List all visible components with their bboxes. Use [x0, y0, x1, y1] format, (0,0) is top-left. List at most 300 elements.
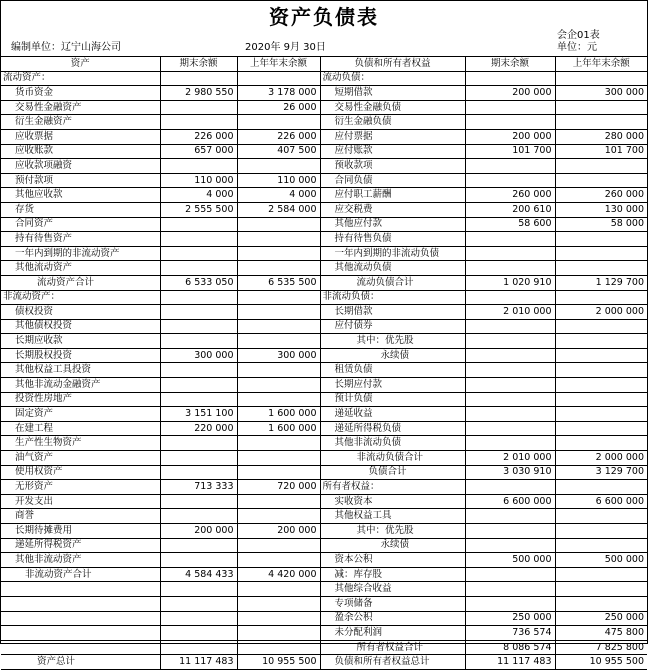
- asset-item-cell: 应收款项融资: [1, 159, 160, 174]
- asset-prior-cell: 26 000: [237, 100, 320, 115]
- asset-item-cell: 商誉: [1, 509, 160, 524]
- asset-closing-cell: [160, 334, 237, 349]
- liability-prior-cell: 300 000: [555, 86, 647, 101]
- liability-closing-cell: [465, 421, 555, 436]
- preparing-company: 编制单位：辽宁山海公司: [11, 42, 121, 53]
- table-row: [1, 451, 647, 466]
- liability-prior-cell: 6 600 000: [555, 494, 647, 509]
- asset-item-cell: [1, 582, 160, 597]
- asset-prior-cell: 2 584 000: [237, 202, 320, 217]
- liability-item-cell: 应付职工薪酬: [320, 188, 465, 203]
- asset-closing-cell: [160, 378, 237, 393]
- table-row: [1, 509, 647, 524]
- table-row: [1, 553, 647, 568]
- asset-item-cell: 合同资产: [1, 217, 160, 232]
- asset-prior-cell: [237, 436, 320, 451]
- table-row: [1, 465, 647, 480]
- liability-prior-cell: [555, 524, 647, 539]
- liability-item-cell: 租赁负债: [320, 363, 465, 378]
- asset-item-cell: 一年内到期的非流动资产: [1, 246, 160, 261]
- liability-prior-cell: 500 000: [555, 553, 647, 568]
- liability-prior-cell: 10 955 500: [555, 655, 647, 670]
- liability-closing-cell: [465, 334, 555, 349]
- liability-prior-cell: [555, 71, 647, 86]
- liability-closing-cell: 11 117 483: [465, 655, 555, 670]
- liability-closing-cell: [465, 392, 555, 407]
- liability-prior-cell: 2 000 000: [555, 451, 647, 466]
- liability-closing-cell: 6 600 000: [465, 494, 555, 509]
- table-row: [1, 86, 647, 101]
- asset-prior-cell: [237, 159, 320, 174]
- asset-item-cell: 固定资产: [1, 407, 160, 422]
- liability-item-cell: 资本公积: [320, 553, 465, 568]
- asset-prior-cell: [237, 290, 320, 305]
- asset-item-cell: 预付款项: [1, 173, 160, 188]
- asset-closing-cell: [160, 626, 237, 641]
- liability-prior-cell: [555, 232, 647, 247]
- col-header-prior-year-balance: 上年年末余额: [237, 57, 320, 72]
- asset-closing-cell: [160, 538, 237, 553]
- header-row: [1, 57, 647, 72]
- asset-closing-cell: [160, 246, 237, 261]
- asset-closing-cell: [160, 115, 237, 130]
- asset-closing-cell: 200 000: [160, 524, 237, 539]
- liability-item-cell: 其他流动负债: [320, 261, 465, 276]
- table-row: [1, 524, 647, 539]
- liability-item-cell: 永续债: [320, 538, 465, 553]
- liability-closing-cell: [465, 348, 555, 363]
- asset-prior-cell: 110 000: [237, 173, 320, 188]
- table-row: [1, 640, 647, 655]
- liability-closing-cell: 2 010 000: [465, 305, 555, 320]
- asset-prior-cell: [237, 494, 320, 509]
- asset-closing-cell: 220 000: [160, 421, 237, 436]
- liability-item-cell: 未分配利润: [320, 626, 465, 641]
- liability-prior-cell: [555, 159, 647, 174]
- liability-prior-cell: [555, 567, 647, 582]
- table-row: [1, 71, 647, 86]
- asset-item-cell: 其他非流动资产: [1, 553, 160, 568]
- asset-closing-cell: [160, 290, 237, 305]
- report-date: 2020年 9月 30日: [245, 42, 326, 53]
- liability-item-cell: 递延所得税负债: [320, 421, 465, 436]
- asset-item-cell: 其他应收款: [1, 188, 160, 203]
- asset-closing-cell: [160, 392, 237, 407]
- asset-item-cell: 无形资产: [1, 480, 160, 495]
- asset-item-cell: 流动资产：: [1, 71, 160, 86]
- asset-closing-cell: [160, 232, 237, 247]
- table-row: [1, 378, 647, 393]
- asset-closing-cell: 300 000: [160, 348, 237, 363]
- liability-closing-cell: [465, 407, 555, 422]
- asset-closing-cell: 110 000: [160, 173, 237, 188]
- liability-prior-cell: [555, 392, 647, 407]
- asset-prior-cell: 720 000: [237, 480, 320, 495]
- asset-item-cell: 衍生金融资产: [1, 115, 160, 130]
- table-row: [1, 100, 647, 115]
- liability-item-cell: 专项储备: [320, 596, 465, 611]
- liability-item-cell: 盈余公积: [320, 611, 465, 626]
- asset-closing-cell: [160, 494, 237, 509]
- table-row: [1, 319, 647, 334]
- liability-prior-cell: [555, 436, 647, 451]
- table-row: [1, 246, 647, 261]
- liability-item-cell: 合同负债: [320, 173, 465, 188]
- liability-prior-cell: [555, 509, 647, 524]
- liability-closing-cell: 260 000: [465, 188, 555, 203]
- liability-item-cell: 永续债: [320, 348, 465, 363]
- asset-prior-cell: 4 000: [237, 188, 320, 203]
- asset-prior-cell: [237, 115, 320, 130]
- table-row: [1, 436, 647, 451]
- liability-item-cell: 应付票据: [320, 129, 465, 144]
- liability-prior-cell: [555, 173, 647, 188]
- liability-closing-cell: [465, 596, 555, 611]
- table-row: [1, 305, 647, 320]
- liability-prior-cell: [555, 407, 647, 422]
- asset-closing-cell: 657 000: [160, 144, 237, 159]
- asset-closing-cell: [160, 640, 237, 655]
- col-header-closing-balance: 期末余额: [465, 57, 555, 72]
- asset-closing-cell: 2 980 550: [160, 86, 237, 101]
- asset-item-cell: 存货: [1, 202, 160, 217]
- asset-prior-cell: [237, 334, 320, 349]
- asset-prior-cell: 1 600 000: [237, 407, 320, 422]
- liability-closing-cell: 8 086 574: [465, 640, 555, 655]
- table-row: [1, 290, 647, 305]
- asset-item-cell: 使用权资产: [1, 465, 160, 480]
- asset-closing-cell: 226 000: [160, 129, 237, 144]
- asset-prior-cell: 407 500: [237, 144, 320, 159]
- liability-closing-cell: [465, 378, 555, 393]
- asset-item-cell: 长期应收款: [1, 334, 160, 349]
- asset-prior-cell: [237, 319, 320, 334]
- asset-closing-cell: 11 117 483: [160, 655, 237, 670]
- asset-prior-cell: [237, 305, 320, 320]
- asset-item-cell: 其他权益工具投资: [1, 363, 160, 378]
- asset-item-cell: 油气资产: [1, 451, 160, 466]
- table-row: [1, 173, 647, 188]
- table-row: [1, 655, 647, 670]
- asset-prior-cell: [237, 538, 320, 553]
- asset-closing-cell: [160, 611, 237, 626]
- liability-item-cell: 应付账款: [320, 144, 465, 159]
- liability-item-cell: 减：库存股: [320, 567, 465, 582]
- liability-item-cell: 短期借款: [320, 86, 465, 101]
- asset-item-cell: 其他债权投资: [1, 319, 160, 334]
- asset-prior-cell: 4 420 000: [237, 567, 320, 582]
- table-row: [1, 261, 647, 276]
- asset-item-cell: 长期股权投资: [1, 348, 160, 363]
- liability-prior-cell: [555, 100, 647, 115]
- asset-item-cell: 开发支出: [1, 494, 160, 509]
- liability-item-cell: 所有者权益：: [320, 480, 465, 495]
- liability-item-cell: 流动负债合计: [320, 275, 465, 290]
- asset-prior-cell: [237, 232, 320, 247]
- balance-sheet-table: [1, 56, 647, 670]
- asset-prior-cell: [237, 509, 320, 524]
- liability-prior-cell: 58 000: [555, 217, 647, 232]
- asset-item-cell: 应收账款: [1, 144, 160, 159]
- liability-closing-cell: 2 010 000: [465, 451, 555, 466]
- asset-item-cell: 投资性房地产: [1, 392, 160, 407]
- liability-closing-cell: [465, 582, 555, 597]
- liability-prior-cell: 3 129 700: [555, 465, 647, 480]
- asset-closing-cell: 713 333: [160, 480, 237, 495]
- asset-closing-cell: [160, 596, 237, 611]
- liability-prior-cell: [555, 334, 647, 349]
- asset-item-cell: [1, 611, 160, 626]
- liability-closing-cell: 500 000: [465, 553, 555, 568]
- liability-closing-cell: 1 020 910: [465, 275, 555, 290]
- table-row: [1, 334, 647, 349]
- liability-item-cell: 应付债券: [320, 319, 465, 334]
- asset-prior-cell: [237, 71, 320, 86]
- liability-prior-cell: [555, 596, 647, 611]
- table-row: [1, 407, 647, 422]
- liability-closing-cell: [465, 100, 555, 115]
- liability-prior-cell: 280 000: [555, 129, 647, 144]
- asset-item-cell: 其他非流动金融资产: [1, 378, 160, 393]
- asset-item-cell: 在建工程: [1, 421, 160, 436]
- liability-closing-cell: 3 030 910: [465, 465, 555, 480]
- col-header-closing-balance: 期末余额: [160, 57, 237, 72]
- table-row: [1, 232, 647, 247]
- table-row: [1, 348, 647, 363]
- liability-closing-cell: [465, 567, 555, 582]
- liability-closing-cell: [465, 319, 555, 334]
- liability-closing-cell: [465, 290, 555, 305]
- liability-closing-cell: 250 000: [465, 611, 555, 626]
- liability-closing-cell: [465, 538, 555, 553]
- asset-prior-cell: [237, 217, 320, 232]
- asset-item-cell: 应收票据: [1, 129, 160, 144]
- asset-prior-cell: [237, 465, 320, 480]
- liability-closing-cell: [465, 232, 555, 247]
- liability-item-cell: 非流动负债：: [320, 290, 465, 305]
- asset-closing-cell: 4 000: [160, 188, 237, 203]
- liability-item-cell: 持有待售负债: [320, 232, 465, 247]
- table-row: [1, 596, 647, 611]
- liability-closing-cell: 200 000: [465, 129, 555, 144]
- liability-prior-cell: 475 800: [555, 626, 647, 641]
- asset-item-cell: 货币资金: [1, 86, 160, 101]
- form-number: 会企01表: [557, 30, 600, 41]
- table-row: [1, 363, 647, 378]
- liability-prior-cell: [555, 378, 647, 393]
- liability-closing-cell: 58 600: [465, 217, 555, 232]
- liability-item-cell: 负债和所有者权益总计: [320, 655, 465, 670]
- liability-prior-cell: 250 000: [555, 611, 647, 626]
- liability-item-cell: 一年内到期的非流动负债: [320, 246, 465, 261]
- liability-closing-cell: 200 610: [465, 202, 555, 217]
- table-row: [1, 480, 647, 495]
- asset-prior-cell: [237, 626, 320, 641]
- liability-item-cell: 其他应付款: [320, 217, 465, 232]
- liability-item-cell: 其他综合收益: [320, 582, 465, 597]
- asset-prior-cell: 1 600 000: [237, 421, 320, 436]
- liability-item-cell: 衍生金融负债: [320, 115, 465, 130]
- liability-item-cell: 其他权益工具: [320, 509, 465, 524]
- table-row: [1, 115, 647, 130]
- liability-closing-cell: [465, 71, 555, 86]
- asset-closing-cell: [160, 159, 237, 174]
- asset-prior-cell: [237, 553, 320, 568]
- table-row: [1, 611, 647, 626]
- liability-prior-cell: [555, 363, 647, 378]
- asset-item-cell: 流动资产合计: [1, 275, 160, 290]
- liability-closing-cell: [465, 115, 555, 130]
- liability-closing-cell: 736 574: [465, 626, 555, 641]
- liability-prior-cell: [555, 480, 647, 495]
- table-row: [1, 275, 647, 290]
- table-row: [1, 626, 647, 641]
- asset-closing-cell: [160, 436, 237, 451]
- liability-item-cell: 交易性金融负债: [320, 100, 465, 115]
- asset-item-cell: [1, 626, 160, 641]
- liability-prior-cell: [555, 319, 647, 334]
- liability-item-cell: 实收资本: [320, 494, 465, 509]
- liability-prior-cell: 2 000 000: [555, 305, 647, 320]
- table-row: [1, 582, 647, 597]
- asset-prior-cell: [237, 582, 320, 597]
- asset-closing-cell: [160, 465, 237, 480]
- liability-item-cell: 非流动负债合计: [320, 451, 465, 466]
- asset-item-cell: [1, 596, 160, 611]
- table-row: [1, 129, 647, 144]
- table-row: [1, 217, 647, 232]
- asset-closing-cell: [160, 582, 237, 597]
- asset-closing-cell: [160, 100, 237, 115]
- table-row: [1, 494, 647, 509]
- liability-prior-cell: [555, 538, 647, 553]
- liability-prior-cell: [555, 246, 647, 261]
- liability-item-cell: 递延收益: [320, 407, 465, 422]
- asset-item-cell: 债权投资: [1, 305, 160, 320]
- col-header-liabilities-equity: 负债和所有者权益: [320, 57, 465, 72]
- table-row: [1, 567, 647, 582]
- asset-prior-cell: [237, 640, 320, 655]
- liability-prior-cell: [555, 261, 647, 276]
- asset-prior-cell: 10 955 500: [237, 655, 320, 670]
- liability-item-cell: 预收款项: [320, 159, 465, 174]
- asset-prior-cell: [237, 378, 320, 393]
- asset-closing-cell: 3 151 100: [160, 407, 237, 422]
- liability-closing-cell: [465, 159, 555, 174]
- liability-prior-cell: [555, 582, 647, 597]
- asset-prior-cell: [237, 392, 320, 407]
- liability-closing-cell: 200 000: [465, 86, 555, 101]
- asset-prior-cell: [237, 246, 320, 261]
- col-header-assets: 资产: [1, 57, 160, 72]
- asset-closing-cell: [160, 261, 237, 276]
- liability-item-cell: 其他非流动负债: [320, 436, 465, 451]
- liability-item-cell: 流动负债：: [320, 71, 465, 86]
- asset-item-cell: 非流动资产合计: [1, 567, 160, 582]
- asset-closing-cell: 4 584 433: [160, 567, 237, 582]
- liability-closing-cell: [465, 509, 555, 524]
- asset-prior-cell: [237, 611, 320, 626]
- asset-item-cell: 递延所得税资产: [1, 538, 160, 553]
- asset-prior-cell: 6 535 500: [237, 275, 320, 290]
- liability-item-cell: 其中：优先股: [320, 524, 465, 539]
- liability-item-cell: 长期应付款: [320, 378, 465, 393]
- asset-prior-cell: [237, 363, 320, 378]
- asset-closing-cell: [160, 363, 237, 378]
- table-row: [1, 392, 647, 407]
- liability-item-cell: 长期借款: [320, 305, 465, 320]
- liability-closing-cell: [465, 261, 555, 276]
- liability-prior-cell: [555, 421, 647, 436]
- liability-item-cell: 其中：优先股: [320, 334, 465, 349]
- liability-item-cell: 所有者权益合计: [320, 640, 465, 655]
- asset-prior-cell: 300 000: [237, 348, 320, 363]
- table-row: [1, 144, 647, 159]
- asset-prior-cell: [237, 451, 320, 466]
- liability-closing-cell: [465, 480, 555, 495]
- liability-closing-cell: [465, 246, 555, 261]
- liability-prior-cell: 260 000: [555, 188, 647, 203]
- col-header-prior-year-balance: 上年年末余额: [555, 57, 647, 72]
- liability-prior-cell: 101 700: [555, 144, 647, 159]
- currency-unit: 单位：元: [557, 42, 597, 53]
- liability-prior-cell: 7 825 800: [555, 640, 647, 655]
- table-row: [1, 188, 647, 203]
- asset-item-cell: 交易性金融资产: [1, 100, 160, 115]
- liability-prior-cell: [555, 115, 647, 130]
- asset-item-cell: [1, 640, 160, 655]
- asset-closing-cell: [160, 305, 237, 320]
- table-row: [1, 202, 647, 217]
- asset-item-cell: 其他流动资产: [1, 261, 160, 276]
- asset-closing-cell: [160, 217, 237, 232]
- liability-closing-cell: [465, 173, 555, 188]
- asset-item-cell: 持有待售资产: [1, 232, 160, 247]
- asset-prior-cell: [237, 261, 320, 276]
- liability-item-cell: 应交税费: [320, 202, 465, 217]
- table-row: [1, 159, 647, 174]
- asset-prior-cell: 3 178 000: [237, 86, 320, 101]
- asset-prior-cell: 200 000: [237, 524, 320, 539]
- asset-closing-cell: 2 555 500: [160, 202, 237, 217]
- asset-item-cell: 资产总计: [1, 655, 160, 670]
- liability-closing-cell: 101 700: [465, 144, 555, 159]
- asset-prior-cell: 226 000: [237, 129, 320, 144]
- asset-item-cell: 生产性生物资产: [1, 436, 160, 451]
- sheet-title: 资产负债表: [269, 5, 379, 29]
- asset-closing-cell: 6 533 050: [160, 275, 237, 290]
- asset-closing-cell: [160, 71, 237, 86]
- table-row: [1, 538, 647, 553]
- liability-prior-cell: 1 129 700: [555, 275, 647, 290]
- liability-closing-cell: [465, 436, 555, 451]
- liability-item-cell: 负债合计: [320, 465, 465, 480]
- asset-prior-cell: [237, 596, 320, 611]
- table-row: [1, 421, 647, 436]
- asset-item-cell: 非流动资产：: [1, 290, 160, 305]
- liability-closing-cell: [465, 524, 555, 539]
- liability-closing-cell: [465, 363, 555, 378]
- asset-closing-cell: [160, 553, 237, 568]
- asset-closing-cell: [160, 451, 237, 466]
- liability-prior-cell: [555, 290, 647, 305]
- asset-closing-cell: [160, 319, 237, 334]
- liability-prior-cell: [555, 348, 647, 363]
- asset-closing-cell: [160, 509, 237, 524]
- liability-prior-cell: 130 000: [555, 202, 647, 217]
- asset-item-cell: 长期待摊费用: [1, 524, 160, 539]
- liability-item-cell: 预计负债: [320, 392, 465, 407]
